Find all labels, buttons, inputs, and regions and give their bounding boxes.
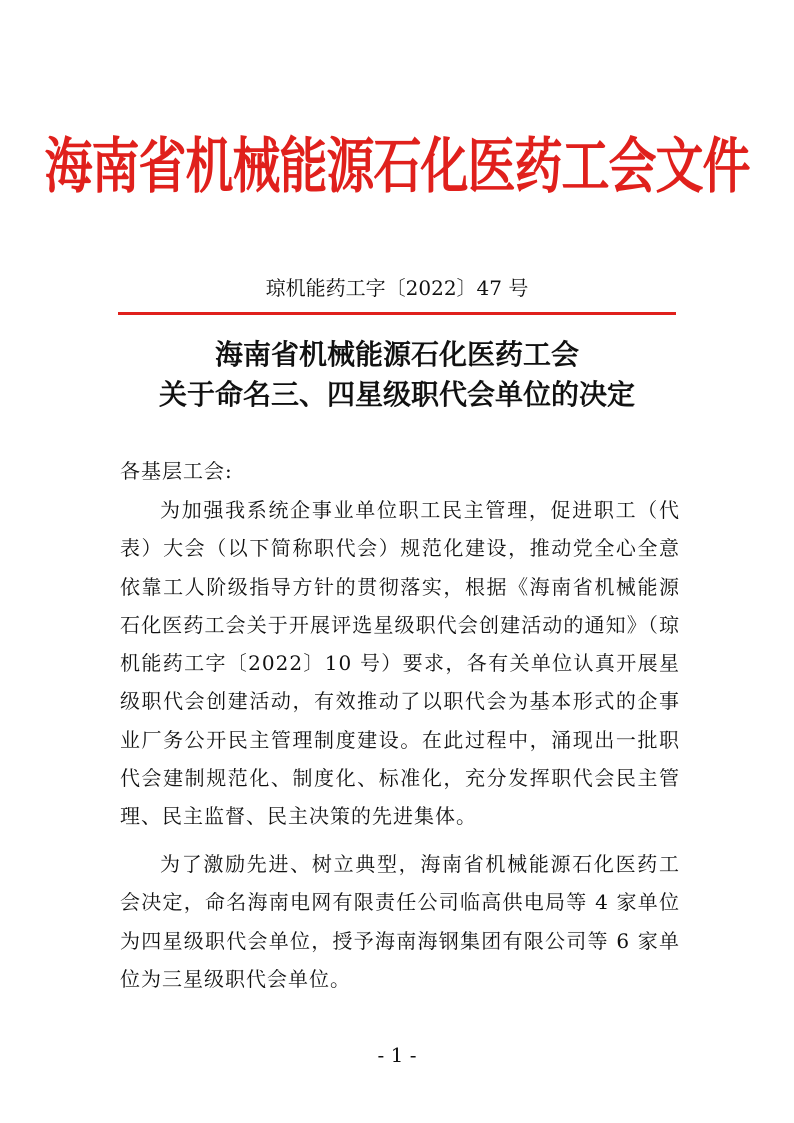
- paragraph-text: 为加强我系统企事业单位职工民主管理，促进职工（代表）大会（以下简称职代会）规范化建设，推动党全心全意依靠工人阶级指导方针的贯彻落实，根据《海南省机械能源石化医药工会关于开展评选星级职代会创建活动的通知》（琼机能药工字〔2022〕10 号）要求，各有关单位认真开展星级职代会创建活动，有效推动了以职代会为基本形式的企事业厂务公开民主管理制度建设。在此过程中，涌现出一批职代会建制规范化、制度化、标准化，充分发挥职代会民主管理、民主监督、民主决策的先进集体。: [120, 498, 680, 829]
- paragraph-text: 为了激励先进、树立典型，海南省机械能源石化医药工会决定，命名海南电网有限责任公司临高供电局等 4 家单位为四星级职代会单位，授予海南海钢集团有限公司等 6 家单位为三星级职代会单位。: [120, 852, 680, 991]
- body-paragraph-2: [120, 845, 680, 998]
- body-paragraph-1: [120, 491, 680, 836]
- red-divider-line: [118, 312, 676, 315]
- document-number: 琼机能药工字〔2022〕47 号: [265, 276, 529, 300]
- document-title-line-2: 关于命名三、四星级职代会单位的决定: [158, 378, 635, 411]
- document-masthead: 海南省机械能源石化医药工会文件: [44, 131, 750, 202]
- salutation-text: 各基层工会:: [120, 459, 233, 483]
- document-title-line-1: 海南省机械能源石化医药工会: [214, 338, 579, 371]
- page-number: - 1 -: [377, 1043, 417, 1067]
- salutation: [120, 452, 680, 490]
